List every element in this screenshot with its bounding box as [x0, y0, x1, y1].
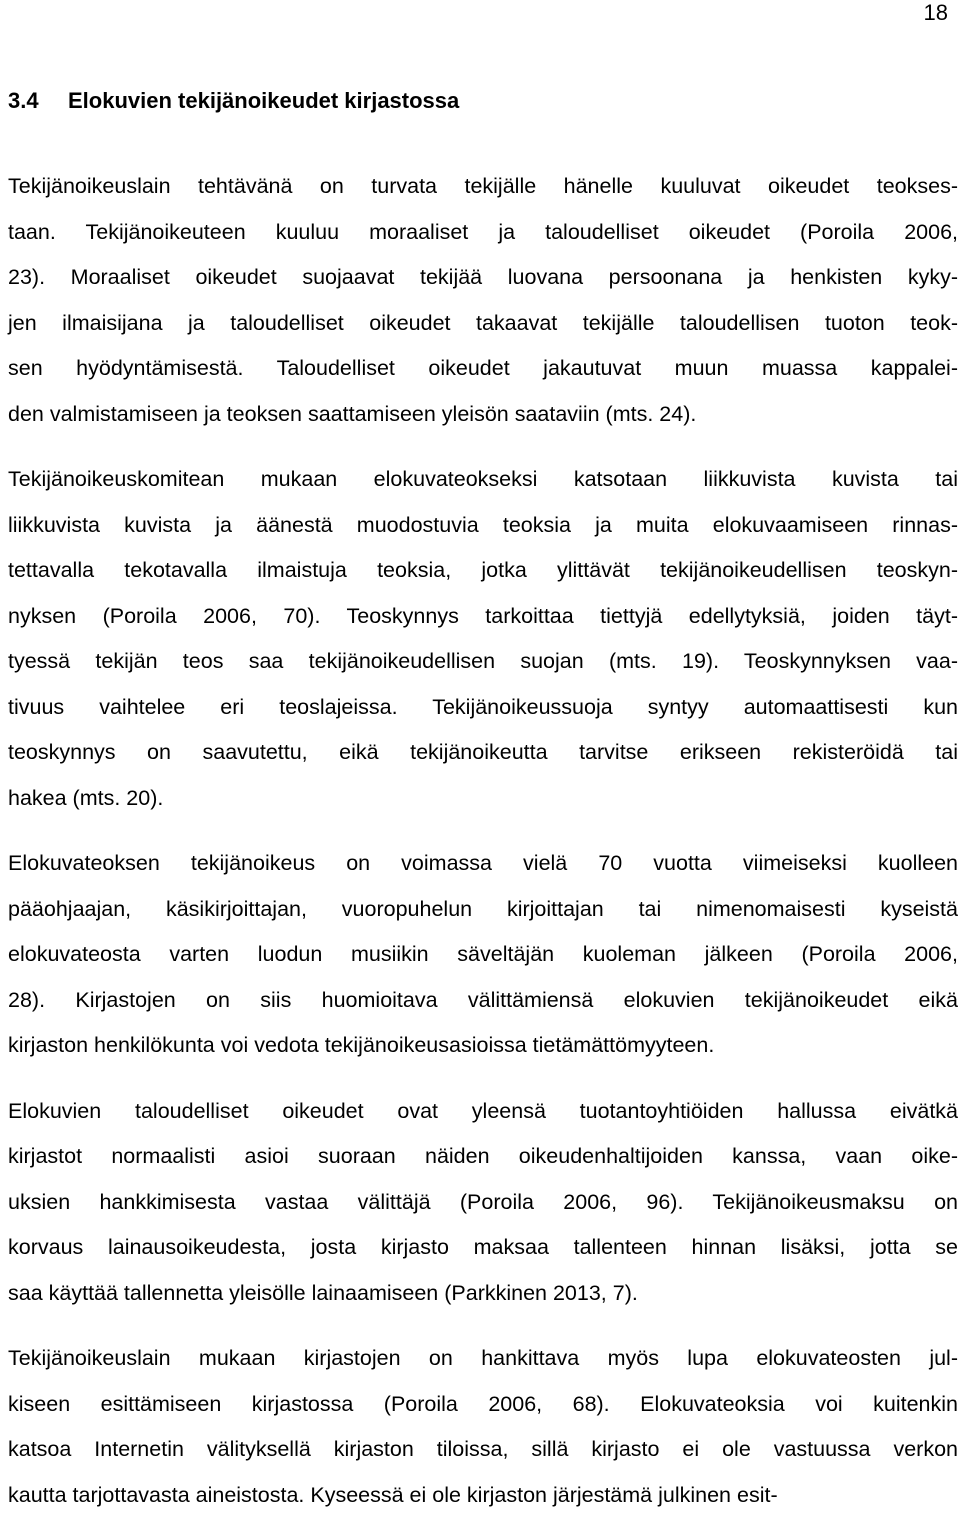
text-line: Tekijänoikeuslain tehtävänä on turvata tekijälle hänelle kuuluvat oikeudet teokses-: [8, 174, 958, 198]
text-line: taan. Tekijänoikeuteen kuuluu moraaliset ja taloudelliset oikeudet (Poroila 2006,: [8, 219, 958, 244]
text-line: korvaus lainausoikeudesta, josta kirjasto maksaa tallenteen hinnan lisäksi, jotta se: [8, 1235, 958, 1259]
text-line: tettavalla tekotavalla ilmaistuja teoksia, jotka ylittävät tekijänoikeudellisen teoskyn-: [8, 558, 958, 582]
text-line: Elokuvien taloudelliset oikeudet ovat yleensä tuotantoyhtiöiden hallussa eivätkä: [8, 1098, 958, 1123]
text-line: den valmistamiseen ja teoksen saattamiseen yleisön saataviin (mts. 24).: [8, 401, 697, 426]
text-line: elokuvateosta varten luodun musiikin säveltäjän kuoleman jälkeen (Poroila 2006,: [8, 942, 958, 966]
text-line: 28). Kirjastojen on siis huomioitava välittämiensä elokuvien tekijänoikeudet eikä: [8, 987, 958, 1012]
text-line: uksien hankkimisesta vastaa välittäjä (Poroila 2006, 96). Tekijänoikeusmaksu on: [8, 1189, 958, 1214]
text-line: pääohjaajan, käsikirjoittajan, vuoropuhelun kirjoittajan tai nimenomaisesti kyseistä: [8, 896, 958, 921]
paragraph: [8, 1336, 958, 1518]
text-line: katsoa Internetin välityksellä kirjaston tiloissa, sillä kirjasto ei ole vastuussa verkon: [8, 1437, 958, 1461]
text-line: 23). Moraaliset oikeudet suojaavat tekijää luovana persoonana ja henkisten kyky-: [8, 265, 958, 289]
text-line: Tekijänoikeuslain mukaan kirjastojen on hankittava myös lupa elokuvateosten jul-: [8, 1346, 958, 1370]
text-line: kiseen esittämiseen kirjastossa (Poroila 2006, 68). Elokuvateoksia voi kuitenkin: [8, 1391, 958, 1416]
text-line: tyessä tekijän teos saa tekijänoikeudellisen suojan (mts. 19). Teoskynnyksen vaa-: [8, 649, 958, 673]
text-line: liikkuvista kuvista ja äänestä muodostuvia teoksia ja muita elokuvaamiseen rinnas-: [8, 512, 958, 537]
paragraph: [8, 1089, 958, 1317]
text-line: teoskynnys on saavutettu, eikä tekijänoikeutta tarvitse erikseen rekisteröidä tai: [8, 740, 958, 764]
text-line: saa käyttää tallennetta yleisölle lainaamiseen (Parkkinen 2013, 7).: [8, 1280, 638, 1305]
text-line: kirjastot normaalisti asioi suoraan näiden oikeudenhaltijoiden kanssa, vaan oike-: [8, 1144, 958, 1168]
text-line: kirjaston henkilökunta voi vedota tekijänoikeusasioissa tietämättömyyteen.: [8, 1033, 715, 1057]
text-line: hakea (mts. 20).: [8, 785, 164, 810]
text-line: sen hyödyntämisestä. Taloudelliset oikeudet jakautuvat muun muassa kappalei-: [8, 356, 958, 380]
section-title: Elokuvien tekijänoikeudet kirjastossa: [68, 88, 460, 113]
text-line: kautta tarjottavasta aineistosta. Kyseessä ei ole kirjaston järjestämä julkinen esit-: [8, 1482, 778, 1507]
text-line: jen ilmaisijana ja taloudelliset oikeudet takaavat tekijälle taloudellisen tuoton teok-: [8, 310, 958, 335]
page-number: 18: [923, 0, 948, 25]
paragraph: [8, 164, 958, 437]
body-text: [8, 164, 958, 1538]
paragraph: [8, 457, 958, 821]
section-heading: [8, 86, 459, 116]
section-number: 3.4: [8, 88, 39, 113]
text-line: tivuus vaihtelee eri teoslajeissa. Tekijänoikeussuoja syntyy automaattisesti kun: [8, 694, 958, 719]
text-line: nyksen (Poroila 2006, 70). Teoskynnys tarkoittaa tiettyjä edellytyksiä, joiden täyt-: [8, 603, 958, 628]
text-line: Tekijänoikeuskomitean mukaan elokuvateokseksi katsotaan liikkuvista kuvista tai: [8, 467, 958, 491]
paragraph: [8, 841, 958, 1069]
text-line: Elokuvateoksen tekijänoikeus on voimassa vielä 70 vuotta viimeiseksi kuolleen: [8, 851, 958, 875]
